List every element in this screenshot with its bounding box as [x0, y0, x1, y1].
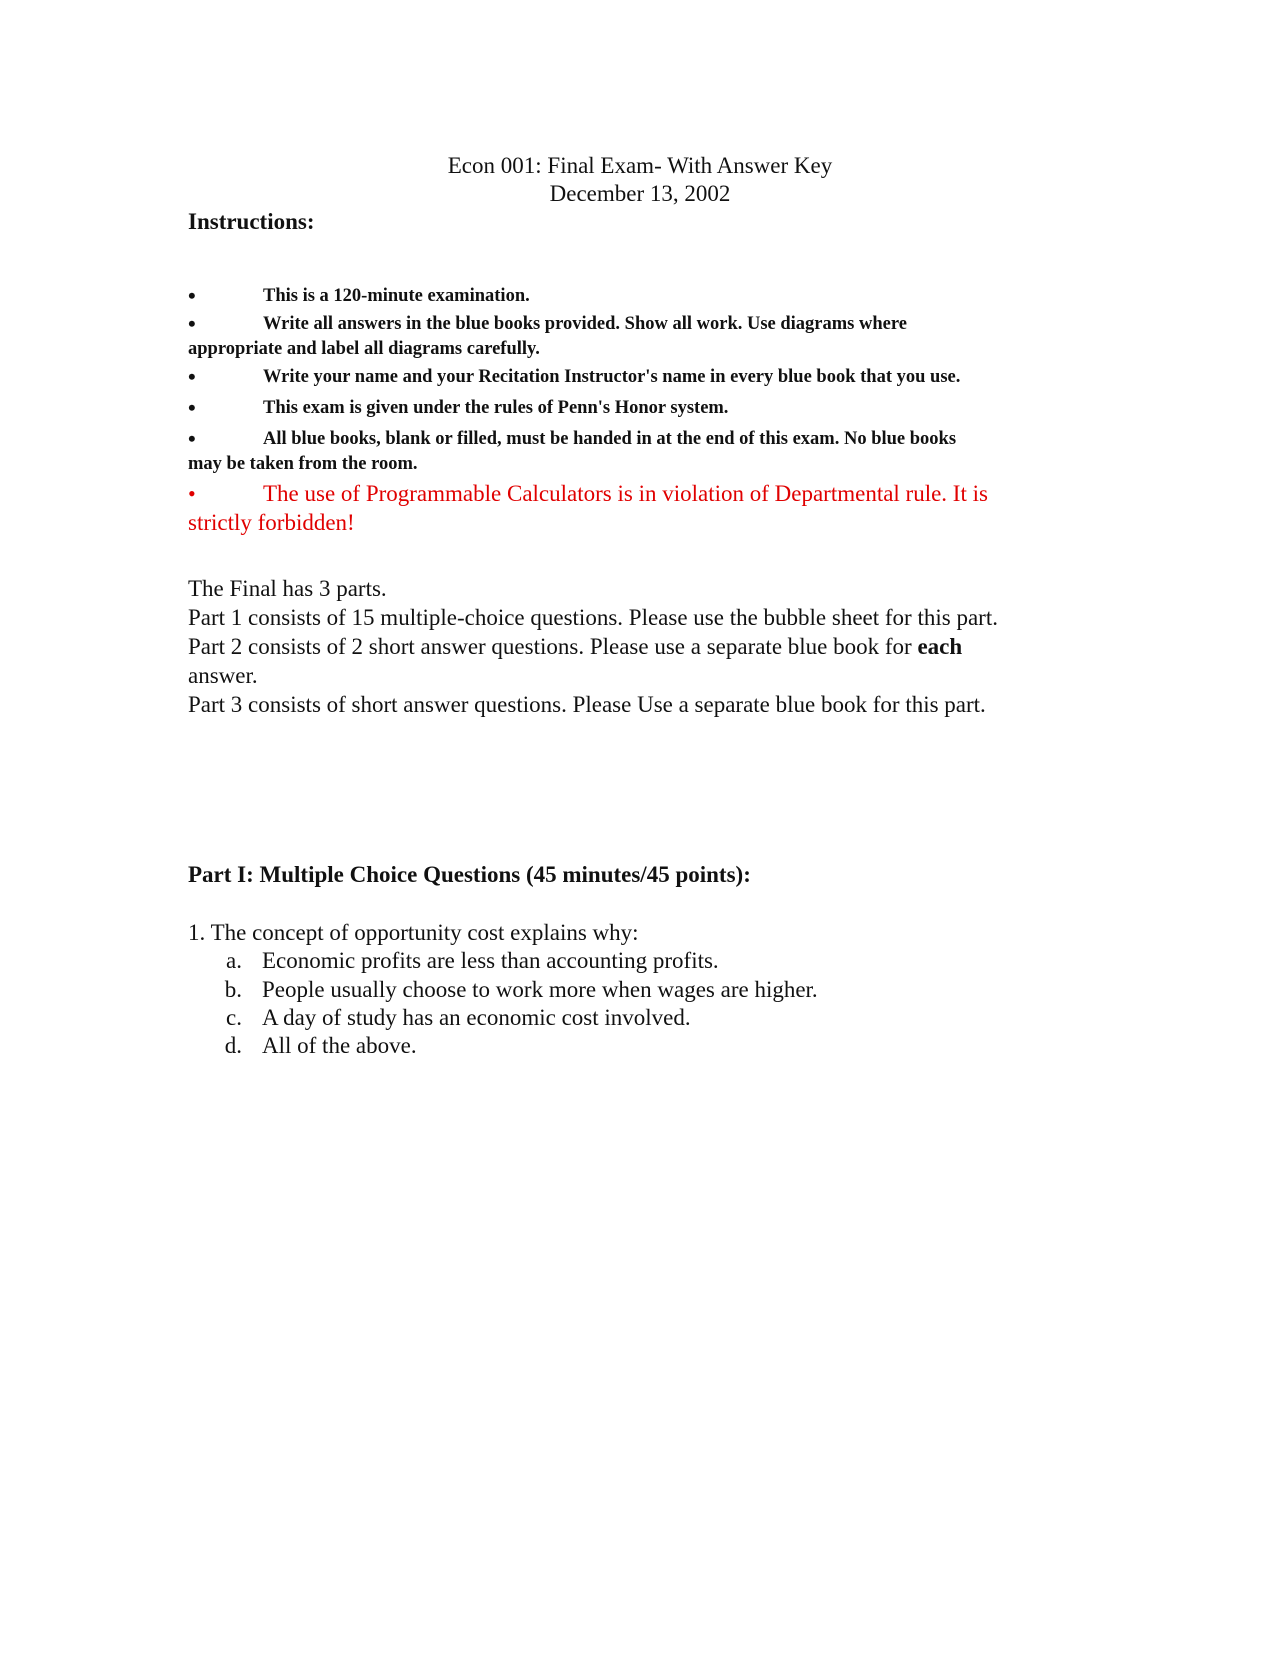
option-text: A day of study has an economic cost involved.	[262, 1005, 691, 1030]
warning-text: The use of Programmable Calculators is in violation of Departmental rule. It is	[263, 481, 988, 506]
emphasis-each: each	[917, 634, 963, 659]
instruction-text: This is a 120-minute examination.	[263, 286, 530, 306]
parts-count-text: The Final has 3 parts.	[188, 576, 387, 601]
part1-description: Part 1 consists of 15 multiple-choice questions. Please use the bubble sheet for this part.	[188, 605, 998, 630]
instruction-item-1	[188, 284, 1068, 309]
option-letter: b.	[224, 977, 242, 1002]
option-text: Economic profits are less than accounting profits.	[262, 948, 719, 973]
instruction-text-continued: may be taken from the room.	[188, 454, 418, 474]
bullet-icon: •	[188, 283, 196, 308]
bullet-icon: •	[188, 395, 196, 420]
part3-description: Part 3 consists of short answer questions. Please Use a separate blue book for this part.	[188, 692, 986, 717]
instruction-text: This exam is given under the rules of Penn's Honor system.	[263, 398, 729, 418]
option-letter: a.	[226, 948, 242, 973]
option-text: All of the above.	[262, 1033, 417, 1058]
bullet-icon: •	[188, 311, 196, 336]
bullet-icon: •	[188, 426, 196, 451]
option-letter: c.	[226, 1005, 242, 1030]
part2-description-text: Part 2 consists of 2 short answer questions. Please use a separate blue book for	[188, 634, 918, 659]
instruction-text: Write all answers in the blue books provided. Show all work. Use diagrams where	[263, 314, 907, 334]
instruction-item-5	[188, 427, 1068, 477]
answer-option-c	[188, 1003, 988, 1032]
instructions-heading: Instructions:	[188, 209, 315, 234]
question-stem: 1. The concept of opportunity cost explains why:	[188, 920, 639, 945]
warning-text-continued: strictly forbidden!	[188, 510, 355, 535]
option-letter: d.	[224, 1033, 242, 1058]
part1-heading: Part I: Multiple Choice Questions (45 minutes/45 points):	[188, 862, 751, 887]
instruction-item-3	[188, 365, 1068, 390]
answer-option-b	[188, 975, 988, 1004]
instruction-item-2	[188, 312, 1068, 362]
exam-date: December 13, 2002	[549, 181, 731, 206]
bullet-icon: •	[188, 481, 196, 506]
part2-description	[188, 632, 962, 661]
instruction-text: All blue books, blank or filled, must be handed in at the end of this exam. No blue books	[263, 429, 957, 449]
option-text: People usually choose to work more when wages are higher.	[262, 977, 818, 1002]
calculator-warning-item	[188, 479, 1068, 537]
answer-option-a	[188, 946, 988, 975]
answer-option-d	[188, 1031, 988, 1060]
exam-title: Econ 001: Final Exam- With Answer Key	[447, 153, 833, 178]
bullet-icon: •	[188, 364, 196, 389]
instruction-text-continued: appropriate and label all diagrams carefully.	[188, 339, 540, 359]
instruction-text: Write your name and your Recitation Instructor's name in every blue book that you use.	[263, 367, 961, 387]
part2-description-continued: answer.	[188, 663, 258, 688]
instruction-item-4	[188, 396, 1068, 421]
